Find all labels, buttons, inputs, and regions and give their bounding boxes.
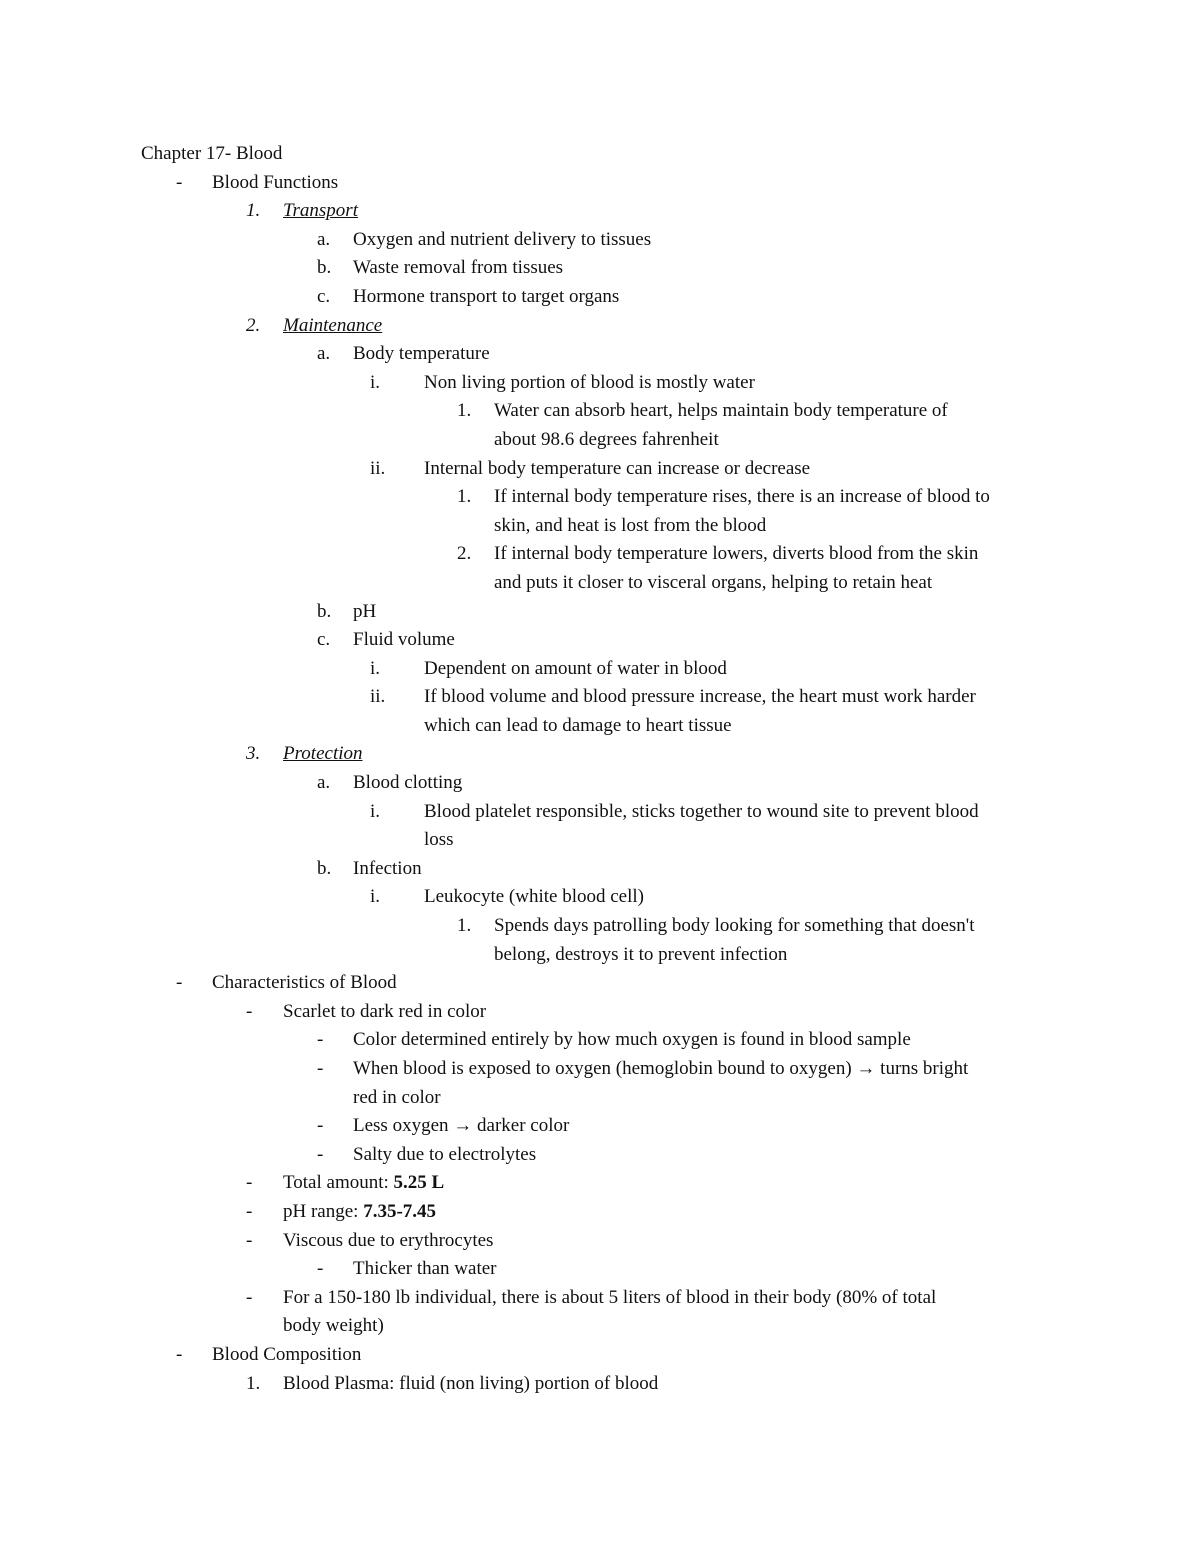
list-item — [0, 1284, 1200, 1313]
bullet-dash: - — [317, 1258, 324, 1280]
item-text: Waste removal from tissues — [353, 257, 564, 279]
item-text: and puts it closer to visceral organs, helping to retain heat — [494, 571, 933, 593]
bullet-dash: - — [176, 1343, 183, 1365]
list-roman: ii. — [370, 457, 386, 479]
item-text: skin, and heat is lost from the blood — [494, 514, 767, 536]
item-text: loss — [424, 829, 454, 851]
list-item-continued — [0, 512, 1200, 541]
total-amount-label: Total amount: — [283, 1172, 394, 1194]
list-letter: a. — [317, 772, 331, 794]
list-item — [0, 312, 1200, 341]
item-text: Blood clotting — [353, 772, 463, 794]
bullet-dash: - — [246, 1000, 253, 1022]
item-text: Scarlet to dark red in color — [283, 1000, 487, 1022]
list-letter: a. — [317, 228, 331, 250]
list-item — [0, 683, 1200, 712]
heading-blood-composition: Blood Composition — [212, 1343, 362, 1365]
list-item — [0, 540, 1200, 569]
outline — [0, 169, 1200, 1399]
item-text: red in color — [353, 1086, 441, 1108]
list-letter: c. — [317, 285, 331, 307]
list-item-continued — [0, 1084, 1200, 1113]
list-number: 3. — [246, 743, 261, 765]
list-roman: i. — [370, 371, 381, 393]
list-letter: b. — [317, 257, 332, 279]
bullet-dash: - — [176, 972, 183, 994]
bullet-dash: - — [317, 1115, 324, 1137]
list-number: 2. — [457, 543, 472, 565]
list-item — [0, 598, 1200, 627]
list-item — [0, 340, 1200, 369]
heading-transport: Transport — [283, 200, 358, 222]
list-item — [0, 855, 1200, 884]
item-text: Oxygen and nutrient delivery to tissues — [353, 228, 652, 250]
item-text: Color determined entirely by how much oxygen is found in blood sample — [353, 1029, 911, 1051]
item-text: If internal body temperature lowers, diverts blood from the skin — [494, 543, 979, 565]
list-letter: c. — [317, 629, 331, 651]
item-text — [283, 1198, 436, 1227]
list-roman: ii. — [370, 686, 386, 708]
item-text: Viscous due to erythrocytes — [283, 1229, 494, 1251]
list-item — [0, 655, 1200, 684]
list-letter: b. — [317, 857, 332, 879]
list-item — [0, 455, 1200, 484]
list-number: 1. — [457, 400, 472, 422]
ph-range-label: pH range: — [283, 1200, 364, 1222]
item-text: Thicker than water — [353, 1258, 497, 1280]
heading-characteristics: Characteristics of Blood — [212, 972, 397, 994]
list-item — [0, 1055, 1200, 1084]
list-item — [0, 226, 1200, 255]
bullet-dash: - — [246, 1172, 253, 1194]
list-item-continued — [0, 826, 1200, 855]
bullet-dash: - — [246, 1200, 253, 1222]
list-item — [0, 1370, 1200, 1399]
list-item — [0, 369, 1200, 398]
list-item — [0, 197, 1200, 226]
item-text: Blood Plasma: fluid (non living) portion of blood — [283, 1372, 659, 1394]
ph-range-value: 7.35-7.45 — [363, 1200, 437, 1222]
list-item-continued — [0, 1312, 1200, 1341]
list-item-continued — [0, 712, 1200, 741]
page-title: Chapter 17- Blood — [141, 143, 283, 164]
list-item — [0, 1341, 1200, 1370]
bullet-dash: - — [317, 1143, 324, 1165]
item-text: Less oxygen → darker color — [353, 1115, 570, 1137]
list-item — [0, 283, 1200, 312]
list-number: 1. — [246, 200, 261, 222]
list-number: 1. — [246, 1372, 261, 1394]
list-item — [0, 1169, 1200, 1198]
list-item — [0, 1141, 1200, 1170]
item-text: body weight) — [283, 1315, 384, 1337]
item-text: If blood volume and blood pressure increase, the heart must work harder — [424, 686, 976, 708]
list-item — [0, 1227, 1200, 1256]
item-text — [283, 1169, 444, 1198]
total-amount-value: 5.25 L — [393, 1172, 445, 1194]
item-text: pH — [353, 600, 377, 622]
item-text: Spends days patrolling body looking for something that doesn't — [494, 915, 975, 937]
item-text: Internal body temperature can increase or decrease — [424, 457, 811, 479]
list-item — [0, 1255, 1200, 1284]
heading-protection: Protection — [283, 743, 363, 765]
item-text: Leukocyte (white blood cell) — [424, 886, 645, 908]
list-item — [0, 169, 1200, 198]
bullet-dash: - — [317, 1058, 324, 1079]
item-text: which can lead to damage to heart tissue — [424, 714, 732, 736]
item-text: If internal body temperature rises, there is an increase of blood to — [494, 486, 990, 508]
item-text: When blood is exposed to oxygen (hemoglobin bound to oxygen) → turns bright — [353, 1058, 969, 1079]
list-item — [0, 883, 1200, 912]
list-item — [0, 769, 1200, 798]
list-item — [0, 397, 1200, 426]
item-text: about 98.6 degrees fahrenheit — [494, 428, 719, 450]
bullet-dash: - — [176, 171, 183, 193]
list-item — [0, 254, 1200, 283]
list-item-continued — [0, 569, 1200, 598]
item-text: Body temperature — [353, 343, 490, 365]
list-item — [0, 1198, 1200, 1227]
list-number: 2. — [246, 314, 261, 336]
item-text: belong, destroys it to prevent infection — [494, 943, 788, 965]
item-text: For a 150-180 lb individual, there is about 5 liters of blood in their body (80% of total — [283, 1286, 937, 1308]
list-roman: i. — [370, 800, 381, 822]
list-item-continued — [0, 941, 1200, 970]
heading-blood-functions: Blood Functions — [212, 171, 339, 193]
item-text: Blood platelet responsible, sticks together to wound site to prevent blood — [424, 800, 979, 822]
item-text: Dependent on amount of water in blood — [424, 657, 727, 679]
list-item — [0, 998, 1200, 1027]
list-item-continued — [0, 426, 1200, 455]
list-item — [0, 626, 1200, 655]
list-item — [0, 969, 1200, 998]
list-roman: i. — [370, 657, 381, 679]
list-item — [0, 483, 1200, 512]
bullet-dash: - — [246, 1229, 253, 1251]
list-number: 1. — [457, 915, 472, 937]
list-item — [0, 740, 1200, 769]
bullet-dash: - — [246, 1286, 253, 1308]
item-text: Hormone transport to target organs — [353, 285, 620, 307]
item-text: Infection — [353, 857, 422, 879]
list-letter: b. — [317, 600, 332, 622]
list-item — [0, 798, 1200, 827]
list-roman: i. — [370, 886, 381, 908]
bullet-dash: - — [317, 1029, 324, 1051]
list-letter: a. — [317, 343, 331, 365]
item-text: Water can absorb heart, helps maintain body temperature of — [494, 400, 948, 422]
item-text: Non living portion of blood is mostly water — [424, 371, 755, 393]
heading-maintenance: Maintenance — [283, 314, 383, 336]
list-number: 1. — [457, 486, 472, 508]
item-text: Fluid volume — [353, 629, 455, 651]
list-item — [0, 912, 1200, 941]
list-item — [0, 1026, 1200, 1055]
item-text: Salty due to electrolytes — [353, 1143, 537, 1165]
list-item — [0, 1112, 1200, 1141]
